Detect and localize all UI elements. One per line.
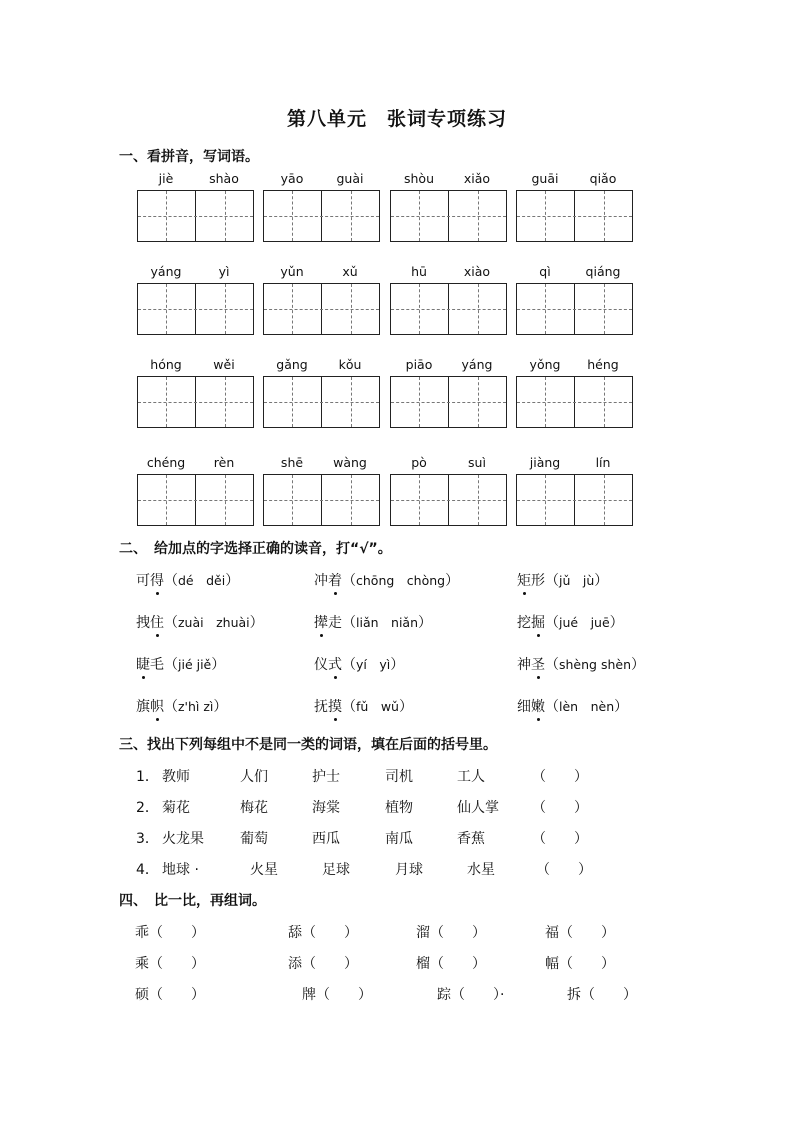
close-paren: ） — [211, 657, 226, 673]
word-suffix: （ — [164, 699, 178, 715]
pronunciation-item[interactable] — [314, 654, 404, 674]
section4-heading: 四、 比一比，再组词。 — [119, 893, 266, 909]
pinyin-options: jué juē — [559, 615, 610, 630]
close-paren: ） — [445, 573, 460, 589]
pinyin-label: xiào — [463, 264, 491, 279]
word-prefix: 抚 — [314, 699, 328, 715]
close-paren: ） — [418, 615, 433, 631]
pinyin-label: chéng — [146, 455, 186, 470]
answer-blank[interactable]: （ ） — [532, 800, 588, 816]
writing-box[interactable] — [137, 376, 254, 428]
writing-box[interactable] — [390, 474, 507, 526]
pronunciation-item[interactable] — [314, 570, 459, 590]
writing-box[interactable] — [137, 283, 254, 335]
pinyin-options: yí yì — [356, 657, 391, 672]
pinyin-label: lín — [595, 455, 611, 470]
word: 地球 · — [162, 862, 199, 878]
word: 葡萄 — [240, 831, 268, 847]
dotted-character: 矩 — [517, 573, 531, 589]
word-prefix: 挖 — [517, 615, 531, 631]
writing-box[interactable] — [516, 190, 633, 242]
pinyin-label: wàng — [333, 455, 367, 470]
close-paren: ） — [631, 657, 646, 673]
pronunciation-item[interactable] — [136, 570, 239, 590]
item-number: 2． — [136, 800, 159, 816]
pronunciation-item[interactable] — [136, 654, 225, 674]
word-prefix: 冲 — [314, 573, 328, 589]
close-paren: ） — [398, 699, 413, 715]
compose-item[interactable]: 溜（ ） — [416, 925, 486, 941]
writing-box[interactable] — [263, 190, 380, 242]
dotted-character: 住 — [150, 615, 164, 631]
writing-box[interactable] — [516, 283, 633, 335]
word-suffix: （ — [545, 699, 559, 715]
pinyin-options: fǔ wǔ — [356, 699, 399, 714]
word: 南瓜 — [385, 831, 413, 847]
word-suffix: （ — [545, 615, 559, 631]
pronunciation-item[interactable] — [136, 696, 227, 716]
writing-box[interactable] — [516, 474, 633, 526]
word-suffix: （ — [545, 657, 559, 673]
pinyin-label: shē — [280, 455, 304, 470]
close-paren: ） — [614, 699, 629, 715]
pinyin-options: shèng shèn — [559, 657, 632, 672]
pinyin-label: suì — [468, 455, 486, 470]
dotted-character: 摸 — [328, 699, 342, 715]
writing-box[interactable] — [263, 474, 380, 526]
compose-item[interactable]: 牌（ ） — [302, 987, 372, 1003]
word: 护士 — [312, 769, 340, 785]
pinyin-label: rèn — [213, 455, 235, 470]
word-suffix: （ — [342, 573, 356, 589]
word-suffix: 形（ — [531, 573, 559, 589]
pinyin-label: qiǎo — [589, 171, 617, 186]
pinyin-options: liǎn niǎn — [356, 615, 419, 630]
writing-box[interactable] — [390, 283, 507, 335]
pinyin-label: piāo — [405, 357, 433, 372]
dotted-character: 式 — [328, 657, 342, 673]
pinyin-label: yáng — [461, 357, 493, 372]
compose-item[interactable]: 拆（ ） — [567, 987, 637, 1003]
word: 火龙果 — [162, 831, 204, 847]
dotted-character: 掘 — [531, 615, 545, 631]
answer-blank[interactable]: （ ） — [536, 862, 592, 878]
writing-box[interactable] — [516, 376, 633, 428]
pronunciation-item[interactable] — [517, 570, 608, 590]
answer-blank[interactable]: （ ） — [532, 769, 588, 785]
word-prefix: 神 — [517, 657, 531, 673]
pinyin-label: yāo — [280, 171, 304, 186]
pinyin-label: pò — [411, 455, 427, 470]
writing-box[interactable] — [137, 190, 254, 242]
dotted-character: 得 — [150, 573, 164, 589]
close-paren: ） — [390, 657, 405, 673]
pinyin-options: chōng chòng — [356, 573, 446, 588]
page-title: 第八单元 张词专项练习 — [286, 108, 507, 130]
dotted-character: 撵 — [314, 615, 328, 631]
close-paren: ） — [249, 615, 264, 631]
writing-box[interactable] — [137, 474, 254, 526]
pinyin-label: kǒu — [338, 357, 362, 372]
pinyin-label: héng — [587, 357, 619, 372]
pinyin-label: gǎng — [276, 357, 308, 372]
word: 火星 — [250, 862, 278, 878]
close-paren: ） — [609, 615, 624, 631]
item-number: 4． — [136, 862, 159, 878]
word-prefix: 可 — [136, 573, 150, 589]
word-suffix: 毛（ — [150, 657, 178, 673]
compose-item[interactable]: 硕（ ） — [135, 987, 205, 1003]
word: 西瓜 — [312, 831, 340, 847]
word: 植物 — [385, 800, 413, 816]
pinyin-label: jiàng — [529, 455, 561, 470]
dotted-character: 圣 — [531, 657, 545, 673]
word: 香蕉 — [457, 831, 485, 847]
close-paren: ） — [225, 573, 240, 589]
word-prefix: 旗 — [136, 699, 150, 715]
compose-item[interactable]: 舔（ ） — [288, 925, 358, 941]
dotted-character: 嫩 — [531, 699, 545, 715]
compose-item[interactable]: 榴（ ） — [416, 956, 486, 972]
word: 梅花 — [240, 800, 268, 816]
pinyin-options: dé děi — [178, 573, 226, 588]
compose-item[interactable]: 福（ ） — [545, 925, 615, 941]
pinyin-options: jǔ jù — [559, 573, 595, 588]
pronunciation-item[interactable] — [314, 696, 413, 716]
word-prefix: 拽 — [136, 615, 150, 631]
word: 水星 — [467, 862, 495, 878]
pronunciation-item[interactable] — [517, 612, 624, 632]
pinyin-label: shòu — [403, 171, 435, 186]
writing-box[interactable] — [263, 376, 380, 428]
pinyin-label: xiǎo — [463, 171, 491, 186]
pinyin-label: guāi — [531, 171, 559, 186]
word-suffix: （ — [342, 699, 356, 715]
close-paren: ） — [213, 699, 228, 715]
word: 教师 — [162, 769, 190, 785]
pinyin-label: hū — [411, 264, 427, 279]
pinyin-label: shào — [209, 171, 239, 186]
word-suffix: 走（ — [328, 615, 356, 631]
pinyin-label: jiè — [158, 171, 174, 186]
word: 司机 — [385, 769, 413, 785]
pinyin-options: jié jiě — [178, 657, 212, 672]
section2-heading: 二、 给加点的字选择正确的读音，打“√”。 — [119, 541, 392, 557]
word: 海棠 — [312, 800, 340, 816]
writing-box[interactable] — [390, 376, 507, 428]
pronunciation-item[interactable] — [517, 696, 628, 716]
pronunciation-item[interactable] — [136, 612, 264, 632]
pinyin-label: wěi — [213, 357, 235, 372]
dotted-character: 睫 — [136, 657, 150, 673]
word-suffix: （ — [164, 615, 178, 631]
pinyin-options: z'hì zì — [178, 699, 214, 714]
pinyin-label: yǔn — [280, 264, 304, 279]
compose-item[interactable]: 乖（ ） — [135, 925, 205, 941]
word: 人们 — [240, 769, 268, 785]
word: 月球 — [395, 862, 423, 878]
answer-blank[interactable]: （ ） — [532, 831, 588, 847]
word: 工人 — [457, 769, 485, 785]
word-suffix: （ — [164, 573, 178, 589]
pinyin-label: hóng — [150, 357, 182, 372]
pronunciation-item[interactable] — [314, 612, 432, 632]
item-number: 3． — [136, 831, 159, 847]
pinyin-label: yáng — [150, 264, 182, 279]
pinyin-label: yì — [218, 264, 230, 279]
writing-box[interactable] — [263, 283, 380, 335]
compose-item[interactable]: 幅（ ） — [545, 956, 615, 972]
pinyin-label: qì — [539, 264, 551, 279]
section3-heading: 三、找出下列每组中不是同一类的词语，填在后面的括号里。 — [119, 737, 497, 753]
dotted-character: 着 — [328, 573, 342, 589]
writing-box[interactable] — [390, 190, 507, 242]
close-paren: ） — [594, 573, 609, 589]
word: 仙人掌 — [457, 800, 499, 816]
word-suffix: （ — [342, 657, 356, 673]
dotted-character: 帜 — [150, 699, 164, 715]
pinyin-label: xǔ — [342, 264, 358, 279]
compose-item[interactable]: 踪（ ）· — [437, 987, 505, 1003]
word-prefix: 仪 — [314, 657, 328, 673]
section1-heading: 一、看拼音，写词语。 — [119, 149, 259, 165]
pinyin-label: guài — [336, 171, 364, 186]
pinyin-label: qiáng — [585, 264, 621, 279]
pinyin-options: lèn nèn — [559, 699, 615, 714]
word-prefix: 细 — [517, 699, 531, 715]
pinyin-label: yǒng — [529, 357, 561, 372]
word: 足球 — [322, 862, 350, 878]
word: 菊花 — [162, 800, 190, 816]
pinyin-options: zuài zhuài — [178, 615, 250, 630]
compose-item[interactable]: 添（ ） — [288, 956, 358, 972]
item-number: 1． — [136, 769, 159, 785]
compose-item[interactable]: 乘（ ） — [135, 956, 205, 972]
pronunciation-item[interactable] — [517, 654, 645, 674]
